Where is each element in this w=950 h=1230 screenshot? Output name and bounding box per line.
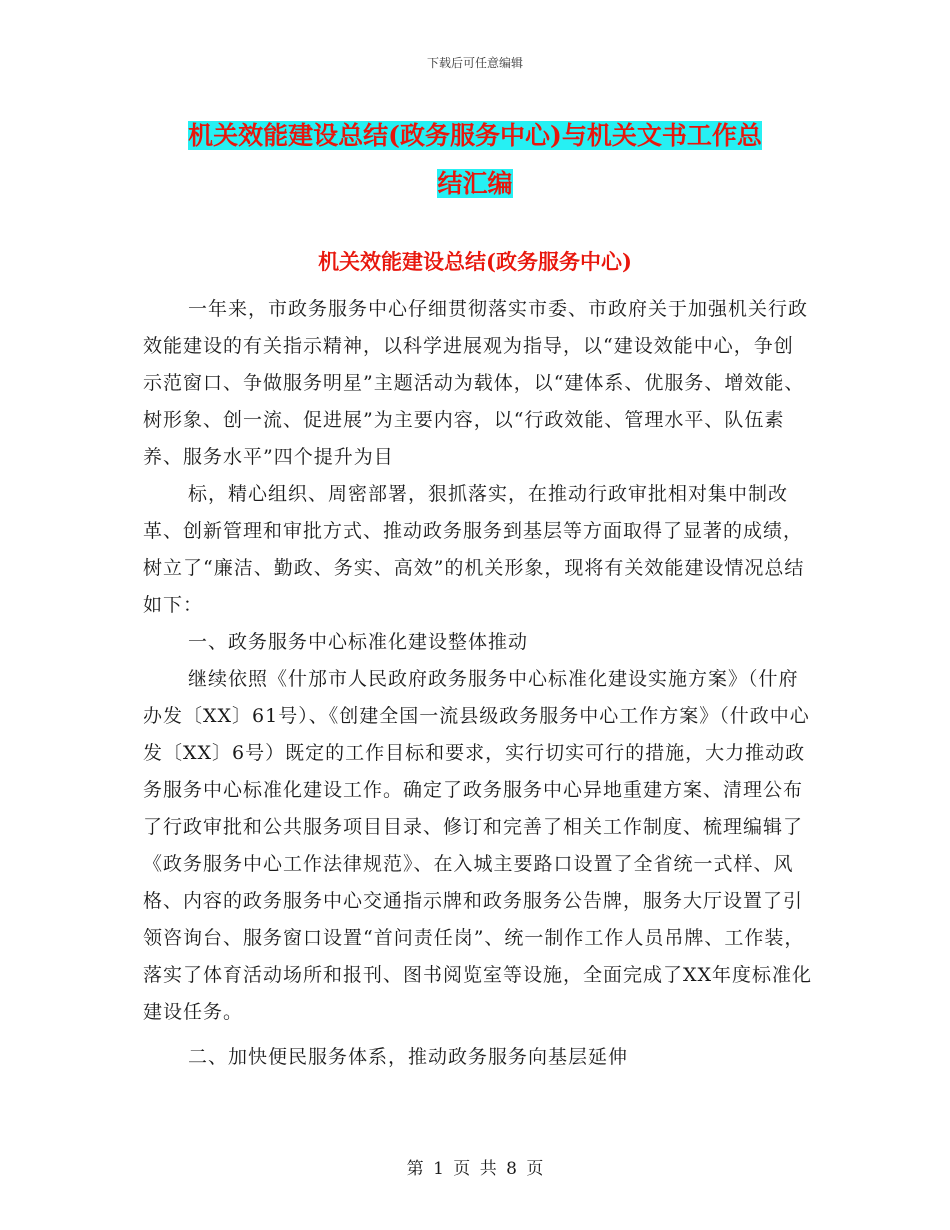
main-title-line2: 结汇编 [437, 169, 513, 198]
paragraph-standardization: 继续依照《什邡市人民政府政务服务中心标准化建设实施方案》（什府办发〔XX〕61号）、《创建全国一流县级政务服务中心工作方案》（什政中心发〔XX〕6号）既定的工作目标和要求，实行切实可行的措施，大力推动政务服务中心标准化建设工作。确定了政务服务中心异地重建方案、清理公布了行政审批和公共服务项目目录、修订和完善了相关工作制度、梳理编辑了《政务服务中心工作法律规范》、在入城主要路口设置了全省统一式样、风格、内容的政务服务中心交通指示牌和政务服务公告牌，服务大厅设置了引领咨询台、服务窗口设置“首问责任岗”、统一制作工作人员吊牌、工作装，落实了体育活动场所和报刊、图书阅览室等设施，全面完成了XX年度标准化建设任务。 [143, 668, 813, 1023]
paragraph-intro: 一年来，市政务服务中心仔细贯彻落实市委、市政府关于加强机关行政效能建设的有关指示精神，以科学进展观为指导，以“建设效能中心，争创示范窗口、争做服务明星”主题活动为载体，以“建体系、优服务、增效能、树形象、创一流、促进展”为主要内容，以“行政效能、管理水平、队伍素养、服务水平”四个提升为目 [143, 298, 809, 468]
header-note: 下载后可任意编辑 [426, 56, 523, 70]
heading-section-2: 二、加快便民服务体系，推动政务服务向基层延伸 [188, 1046, 629, 1068]
heading-section-1: 一、政务服务中心标准化建设整体推动 [188, 631, 529, 653]
main-title-line1: 机关效能建设总结(政务服务中心)与机关文书工作总 [188, 121, 762, 150]
document-body [143, 291, 813, 1076]
paragraph-achievements: 标，精心组织、周密部署，狠抓落实，在推动行政审批相对集中制改革、创新管理和审批方式、推动政务服务到基层等方面取得了显著的成绩，树立了“廉洁、勤政、务实、高效”的机关形象，现将有关效能建设情况总结如下： [143, 483, 805, 616]
page-footer: 第 1 页 共 8 页 [406, 1159, 544, 1179]
main-title [150, 112, 800, 208]
section-title: 机关效能建设总结(政务服务中心) [318, 249, 632, 274]
